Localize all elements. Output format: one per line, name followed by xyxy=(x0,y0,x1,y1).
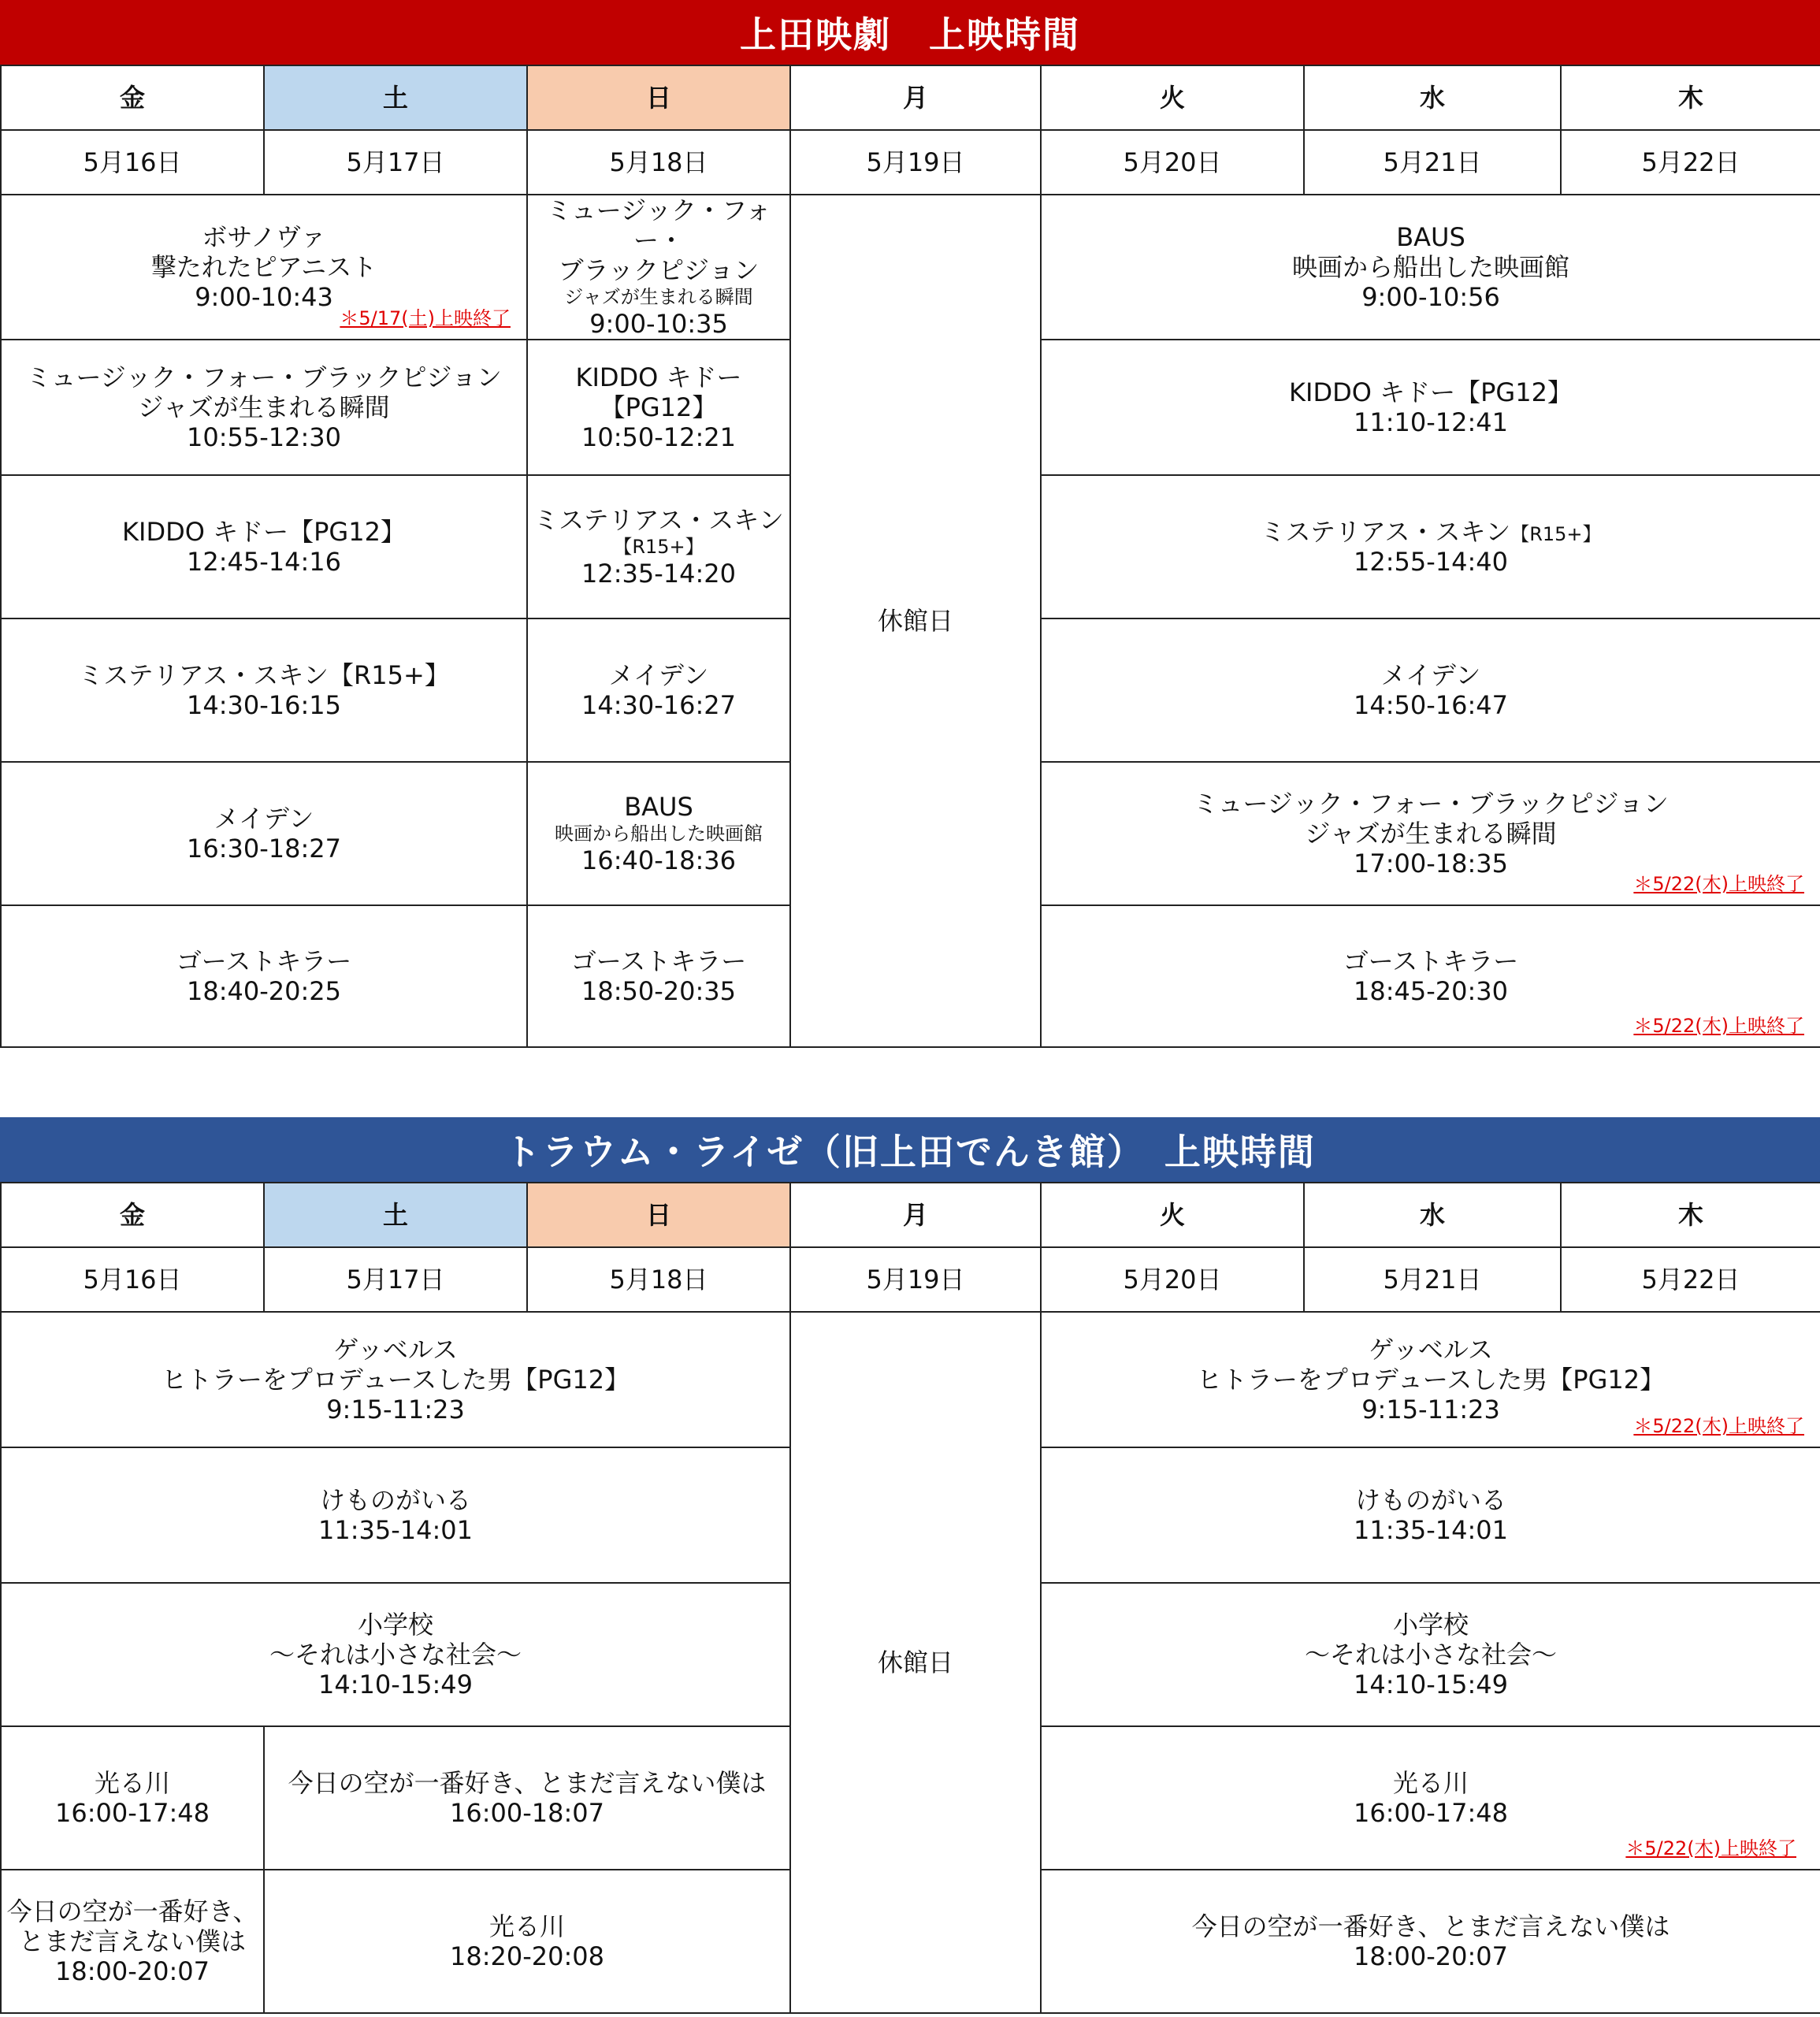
movie-subtitle: ジャズが生まれる瞬間 xyxy=(564,286,753,308)
showtime: 14:10-15:49 xyxy=(318,1670,473,1699)
movie-title: ミュージック・フォー・ブラックピジョン xyxy=(1193,789,1669,819)
showtime: 11:35-14:01 xyxy=(318,1515,473,1545)
date-row xyxy=(1,1247,1820,1312)
screening-cell xyxy=(1,1447,790,1583)
date-cell: 5月21日 xyxy=(1304,130,1561,195)
screening-cell xyxy=(1,340,527,475)
screening-cell xyxy=(527,340,790,475)
movie-title: メイデン xyxy=(214,804,314,834)
day-sat: 土 xyxy=(264,1183,527,1247)
screening-cell xyxy=(1,1726,264,1870)
traumraiser-title: トラウム・ライゼ（旧上田でんき館） 上映時間 xyxy=(504,1131,1316,1173)
movie-title: メイデン xyxy=(1380,660,1481,690)
movie-title: ミステリアス・スキン xyxy=(533,505,784,535)
date-cell: 5月22日 xyxy=(1561,1247,1820,1312)
date-cell: 5月21日 xyxy=(1304,1247,1561,1312)
day-mon: 月 xyxy=(790,1183,1041,1247)
movie-title: ゴーストキラー xyxy=(570,946,747,976)
screening-cell xyxy=(1,905,527,1047)
movie-title: 今日の空が一番好き、とまだ言えない僕は xyxy=(288,1768,767,1798)
date-cell: 5月16日 xyxy=(1,130,264,195)
showtime: 18:20-20:08 xyxy=(450,1941,604,1971)
end-notice: ＊5/17(土)上映終了 xyxy=(340,307,511,329)
showtime: 18:00-20:07 xyxy=(1354,1941,1508,1971)
day-sun: 日 xyxy=(527,1183,790,1247)
day-sun: 日 xyxy=(527,65,790,130)
movie-title: ゴーストキラー xyxy=(176,946,352,976)
movie-title: 今日の空が一番好き、とまだ言えない僕は xyxy=(1191,1911,1670,1941)
screening-cell xyxy=(1041,475,1820,618)
movie-title: ～それは小さな社会～ xyxy=(1304,1640,1557,1670)
movie-title: 撃たれたピアニスト xyxy=(150,252,377,282)
showtime: 16:30-18:27 xyxy=(187,834,341,864)
movie-title: ゲッベルス xyxy=(333,1335,458,1365)
showtime: 14:10-15:49 xyxy=(1354,1670,1508,1699)
screening-cell xyxy=(1041,340,1820,475)
movie-title: KIDDO キドー【PG12】 xyxy=(1289,377,1573,407)
movie-title: ジャズが生まれる瞬間 xyxy=(138,392,390,422)
movie-title: BAUS xyxy=(624,792,693,822)
day-thu: 木 xyxy=(1561,1183,1820,1247)
movie-title: BAUS xyxy=(1396,222,1465,252)
screening-row xyxy=(1,195,1820,340)
movie-title: 小学校 xyxy=(357,1610,433,1640)
date-cell: 5月20日 xyxy=(1041,1247,1304,1312)
movie-title: ヒトラーをプロデュースした男【PG12】 xyxy=(161,1365,630,1395)
day-tue: 火 xyxy=(1041,65,1304,130)
closed-label: 休館日 xyxy=(877,606,953,636)
screening-cell xyxy=(1,762,527,905)
day-sat: 土 xyxy=(264,65,527,130)
screening-cell xyxy=(264,1870,790,2013)
movie-rating: 【R15+】 xyxy=(1510,523,1602,545)
screening-cell xyxy=(1,1583,790,1726)
end-notice: ＊5/22(木)上映終了 xyxy=(1633,1015,1804,1037)
traumraiser-title-banner xyxy=(0,1117,1820,1182)
date-cell: 5月22日 xyxy=(1561,130,1820,195)
traumraiser-schedule-table xyxy=(0,1182,1820,2014)
showtime: 11:35-14:01 xyxy=(1354,1515,1508,1545)
showtime: 16:00-18:07 xyxy=(450,1798,604,1828)
screening-cell xyxy=(1041,195,1820,340)
screening-cell xyxy=(1041,1726,1820,1870)
end-notice: ＊5/22(木)上映終了 xyxy=(1633,1415,1804,1437)
screening-cell xyxy=(1041,1583,1820,1726)
showtime: 17:00-18:35 xyxy=(1354,849,1508,878)
day-fri: 金 xyxy=(1,1183,264,1247)
day-thu: 木 xyxy=(1561,65,1820,130)
date-cell: 5月19日 xyxy=(790,1247,1041,1312)
screening-cell xyxy=(1,1312,790,1447)
showtime: 9:15-11:23 xyxy=(326,1395,465,1425)
showtime: 9:00-10:35 xyxy=(589,309,728,339)
showtime: 9:15-11:23 xyxy=(1361,1395,1500,1425)
date-cell: 5月16日 xyxy=(1,1247,264,1312)
screening-cell xyxy=(1041,1870,1820,2013)
date-cell: 5月17日 xyxy=(264,1247,527,1312)
movie-title: ボサノヴァ xyxy=(202,222,326,252)
showtime: 16:00-17:48 xyxy=(55,1798,210,1828)
movie-subtitle: 映画から船出した映画館 xyxy=(555,823,763,845)
movie-title: ミュージック・フォー・ xyxy=(546,195,771,255)
screening-cell xyxy=(527,905,790,1047)
screening-cell xyxy=(527,195,790,340)
screening-cell xyxy=(527,475,790,618)
day-mon: 月 xyxy=(790,65,1041,130)
showtime: 10:50-12:21 xyxy=(581,422,736,452)
movie-rating: 【R15+】 xyxy=(613,536,704,558)
showtime: 16:40-18:36 xyxy=(581,845,736,875)
day-header-row xyxy=(1,1183,1820,1247)
movie-title: 映画から船出した映画館 xyxy=(1291,252,1569,282)
movie-title: けものがいる xyxy=(1354,1485,1506,1515)
screening-cell xyxy=(1041,618,1820,762)
movie-title: ゴーストキラー xyxy=(1343,946,1519,976)
day-fri: 金 xyxy=(1,65,264,130)
screening-cell xyxy=(1,475,527,618)
date-cell: 5月17日 xyxy=(264,130,527,195)
closed-cell xyxy=(790,195,1041,1047)
screening-cell xyxy=(1041,905,1820,1047)
day-wed: 水 xyxy=(1304,65,1561,130)
movie-title: 今日の空が一番好き、 xyxy=(6,1896,258,1926)
date-cell: 5月20日 xyxy=(1041,130,1304,195)
showtime: 14:30-16:27 xyxy=(581,690,736,720)
showtime: 18:50-20:35 xyxy=(581,976,736,1006)
showtime: 18:00-20:07 xyxy=(55,1956,210,1986)
closed-cell xyxy=(790,1312,1041,2013)
showtime: 12:35-14:20 xyxy=(581,559,736,589)
movie-title: ヒトラーをプロデュースした男【PG12】 xyxy=(1196,1365,1666,1395)
date-cell: 5月18日 xyxy=(527,1247,790,1312)
end-notice: ＊5/22(木)上映終了 xyxy=(1633,873,1804,895)
movie-title: 小学校 xyxy=(1392,1610,1469,1640)
screening-cell xyxy=(527,618,790,762)
showtime: 9:00-10:43 xyxy=(195,282,333,312)
movie-title: ゲッベルス xyxy=(1369,1335,1493,1365)
end-notice: ＊5/22(木)上映終了 xyxy=(1625,1837,1796,1859)
movie-title: とまだ言えない僕は xyxy=(18,1926,246,1956)
day-header-row xyxy=(1,65,1820,130)
screening-cell xyxy=(1,195,527,340)
movie-title: 光る川 xyxy=(1392,1768,1469,1798)
showtime: 18:45-20:30 xyxy=(1354,976,1508,1006)
movie-title: ミステリアス・スキン xyxy=(1260,517,1511,547)
screening-cell xyxy=(527,762,790,905)
movie-title-line xyxy=(1042,517,1820,547)
movie-title: KIDDO キドー【PG12】 xyxy=(122,517,406,547)
screening-cell xyxy=(264,1726,790,1870)
uedaeigeki-title: 上田映劇 上映時間 xyxy=(740,13,1080,56)
screening-cell xyxy=(1041,1447,1820,1583)
movie-title: ～それは小さな社会～ xyxy=(269,1640,522,1670)
screening-cell xyxy=(1041,1312,1820,1447)
movie-title: ミュージック・フォー・ブラックピジョン xyxy=(26,362,502,392)
screening-cell xyxy=(1,618,527,762)
movie-title: けものがいる xyxy=(319,1485,471,1515)
day-wed: 水 xyxy=(1304,1183,1561,1247)
movie-title: 光る川 xyxy=(488,1911,565,1941)
movie-title: 光る川 xyxy=(94,1768,170,1798)
showtime: 11:10-12:41 xyxy=(1354,407,1508,437)
showtime: 9:00-10:56 xyxy=(1361,282,1500,312)
day-tue: 火 xyxy=(1041,1183,1304,1247)
showtime: 14:50-16:47 xyxy=(1354,690,1508,720)
closed-label: 休館日 xyxy=(877,1647,953,1677)
showtime: 18:40-20:25 xyxy=(187,976,341,1006)
uedaeigeki-title-banner xyxy=(0,0,1820,65)
movie-title: KIDDO キドー【PG12】 xyxy=(575,362,742,422)
screening-row xyxy=(1,1312,1820,1447)
uedaeigeki-schedule-table xyxy=(0,65,1820,1048)
showtime: 12:45-14:16 xyxy=(187,547,341,577)
date-cell: 5月19日 xyxy=(790,130,1041,195)
screening-cell xyxy=(1041,762,1820,905)
showtime: 10:55-12:30 xyxy=(187,422,341,452)
movie-title: ブラックピジョン xyxy=(558,255,760,285)
movie-title: メイデン xyxy=(608,660,709,690)
showtime: 12:55-14:40 xyxy=(1354,547,1508,577)
date-cell: 5月18日 xyxy=(527,130,790,195)
movie-title: ミステリアス・スキン【R15+】 xyxy=(78,660,450,690)
showtime: 14:30-16:15 xyxy=(187,690,341,720)
showtime: 16:00-17:48 xyxy=(1354,1798,1508,1828)
screening-cell xyxy=(1,1870,264,2013)
date-row xyxy=(1,130,1820,195)
movie-title: ジャズが生まれる瞬間 xyxy=(1305,819,1557,849)
